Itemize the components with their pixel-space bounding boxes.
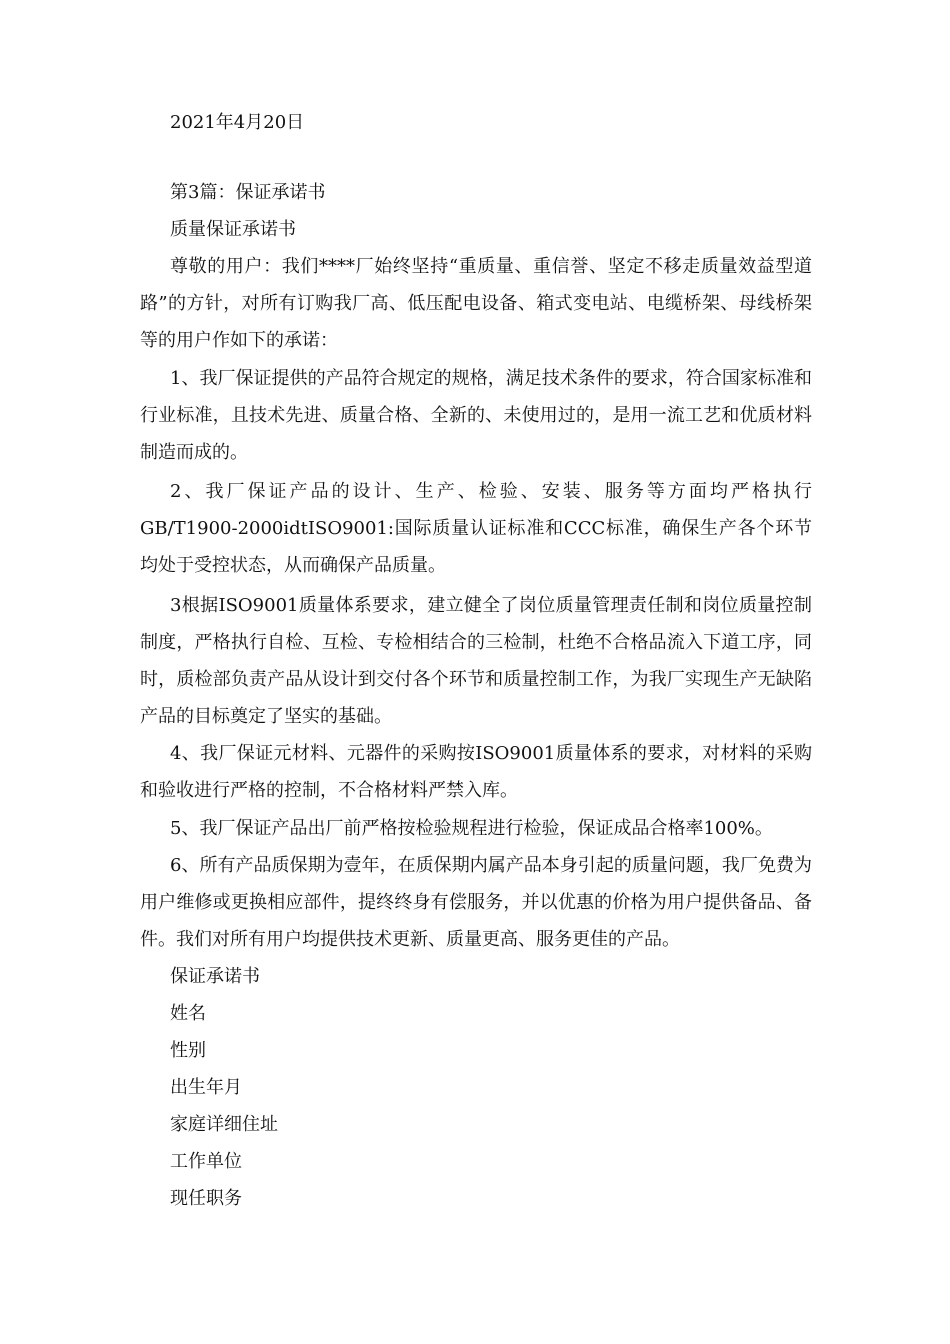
document-title: 质量保证承诺书	[170, 219, 296, 240]
commitment-item-2: 2、我厂保证产品的设计、生产、检验、安装、服务等方面均严格执行GB/T1900-2000idtISO9001:国际质量认证标准和CCC标准，确保生产各个环节均处于受控状态，从而确保产品质量。	[140, 481, 812, 576]
commitment-item-5: 5、我厂保证产品出厂前严格按检验规程进行检验，保证成品合格率100%。	[170, 818, 773, 839]
form-field-workplace: 工作单位	[170, 1151, 242, 1172]
intro-paragraph: 尊敬的用户：我们****厂始终坚持“重质量、重信誉、坚定不移走质量效益型道路”的方针，对所有订购我厂高、低压配电设备、箱式变电站、电缆桥架、母线桥架等的用户作如下的承诺：	[140, 256, 812, 351]
chapter-heading: 第3篇：保证承诺书	[170, 182, 326, 203]
form-field-address: 家庭详细住址	[170, 1114, 278, 1135]
document-date: 2021年4月20日	[170, 112, 305, 133]
commitment-item-3: 3根据ISO9001质量体系要求，建立健全了岗位质量管理责任制和岗位质量控制制度，严格执行自检、互检、专检相结合的三检制，杜绝不合格品流入下道工序，同时，质检部负责产品从设计到交付各个环节和质量控制工作，为我厂实现生产无缺陷产品的目标奠定了坚实的基础。	[140, 595, 812, 727]
form-field-gender: 性别	[170, 1040, 206, 1061]
commitment-item-1: 1、我厂保证提供的产品符合规定的规格，满足技术条件的要求，符合国家标准和行业标准，且技术先进、质量合格、全新的、未使用过的，是用一流工艺和优质材料制造而成的。	[140, 368, 812, 463]
commitment-item-4: 4、我厂保证元材料、元器件的采购按ISO9001质量体系的要求，对材料的采购和验收进行严格的控制，不合格材料严禁入库。	[140, 743, 812, 801]
form-field-name: 姓名	[170, 1003, 206, 1024]
commitment-item-6: 6、所有产品质保期为壹年，在质保期内属产品本身引起的质量问题，我厂免费为用户维修或更换相应部件，提终终身有偿服务，并以优惠的价格为用户提供备品、备件。我们对所有用户均提供技术更新、质量更高、服务更佳的产品。	[140, 855, 812, 950]
form-field-position: 现任职务	[170, 1188, 242, 1209]
form-field-birthdate: 出生年月	[170, 1077, 242, 1098]
form-title: 保证承诺书	[170, 966, 260, 987]
